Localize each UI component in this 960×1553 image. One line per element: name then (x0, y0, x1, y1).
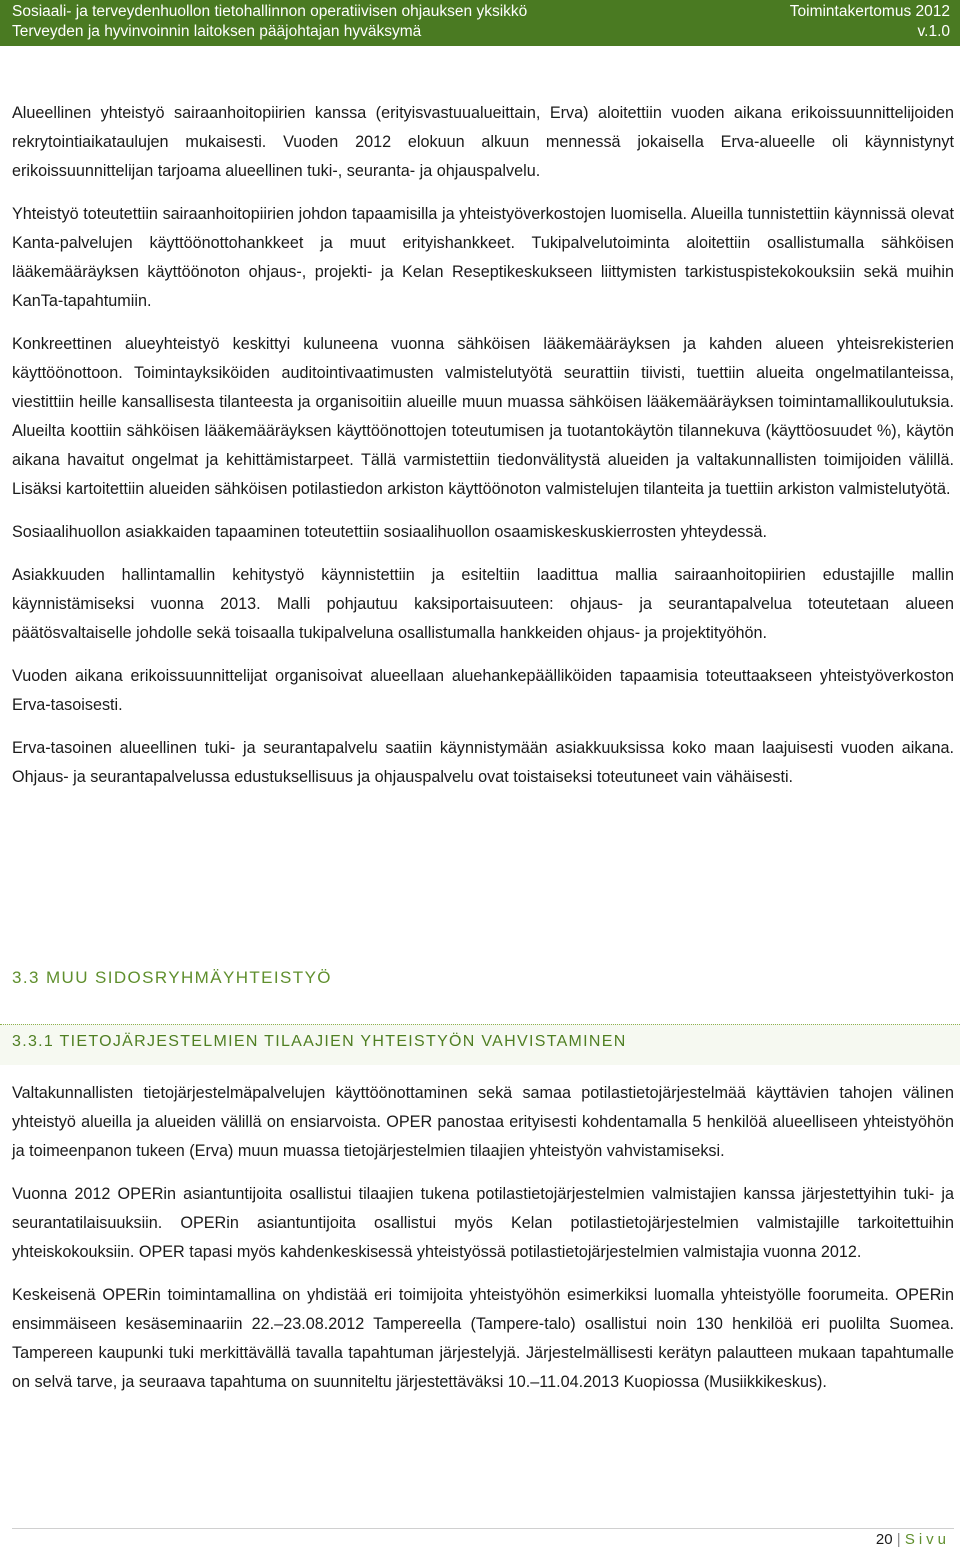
section-heading: 3.3 MUU SIDOSRYHMÄYHTEISTYÖ (12, 968, 332, 987)
paragraph: Asiakkuuden hallintamallin kehitystyö käynnistettiin ja esiteltiin laadittua mallia sairaanhoitopiirien edustajille mallin käynnistämiseksi vuonna 2013. Malli pohjautuu kaksiportaisuuteen: ohjaus- ja seurantapalvelua toteutetaan alueen päätösvaltaiselle johdolle sekä toisaalla tukipalveluna osallistumalla hankkeiden ohjaus- ja projektityöhön. (12, 566, 954, 642)
subsection-heading-bar (0, 1024, 960, 1065)
header-version: v.1.0 (917, 23, 950, 40)
paragraph: Alueellinen yhteistyö sairaanhoitopiirien kanssa (erityisvastuualueittain, Erva) aloitettiin vuoden aikana erikoissuunnittelijoiden rekrytointiaikataulujen mukaisesti. Vuoden 2012 elokuun alkuun mennessä jokaisella Erva-alueelle oli käynnistynyt erikoissuunnittelijan tarjoama alueellinen tuki-, seuranta- ja ohjauspalvelu. (12, 104, 954, 180)
page-label: Sivu (904, 1531, 950, 1548)
page-footer (876, 1531, 950, 1548)
footer-separator: | (896, 1531, 901, 1548)
header-approval: Terveyden ja hyvinvoinnin laitoksen pääjohtajan hyväksymä (12, 23, 422, 40)
paragraph: Keskeisenä OPERin toimintamallina on yhdistää eri toimijoita yhteistyöhön esimerkiksi luomalla yhteistyölle foorumeita. OPERin ensimmäiseen kesäseminaariin 22.–23.08.2012 Tampereella (Tampere-talo) osallistui noin 130 henkilöä eri puolilta Suomea. Tampereen kaupunki tuki merkittävällä tavalla tapahtuman järjestelyjä. Järjestelmällisesti kerätyn palautteen mukaan tapahtumalle on selvä tarve, ja seuraava tapahtuma on suunniteltu järjestettäväksi 10.–11.04.2013 Kuopiossa (Musiikkikeskus). (12, 1286, 954, 1391)
paragraph: Konkreettinen alueyhteistyö keskittyi kuluneena vuonna sähköisen lääkemääräyksen ja kahden alueen yhteisrekisterien käyttöönottoon. Toimintayksiköiden auditointivaatimusten valmistelutyötä seurattiin tiivisti, tuettiin alueita ongelmatilanteissa, viestittiin heille kansallisesta tilanteesta ja organisoitiin alueille muun muassa sähköisen lääkemääräyksen toimintamallikoulutuksia. Alueilta koottiin sähköisen lääkemääräyksen käyttöönottojen toteutumisen ja tuotantokäytön tilannekuva (käyttöosuudet %), käytön aikana havaitut ongelmat ja kehittämistarpeet. Tällä varmistettiin tiedonvälitystä alueiden ja valtakunnallisten toimijoiden välillä. Lisäksi kartoitettiin alueiden sähköisen potilastiedon arkiston käyttöönoton valmistelujen tilanteita ja tuettiin arkiston valmistelutyötä. (12, 335, 954, 498)
paragraph: Valtakunnallisten tietojärjestelmäpalvelujen käyttöönottaminen sekä samaa potilastietojärjestelmää käyttävien tahojen välinen yhteistyö alueilla ja alueiden välillä on ensiarvoista. OPER panostaa erityisesti kohdentamalla 5 henkilöä alueelliseen yhteistyöhön ja toimeenpanon tukeen (Erva) muun muassa tietojärjestelmien tilaajien yhteistyön vahvistamiseksi. (12, 1084, 954, 1160)
paragraph: Vuoden aikana erikoissuunnittelijat organisoivat alueellaan aluehankepäälliköiden tapaamisia toteuttaakseen yhteistyöverkoston Erva-tasoisesti. (12, 667, 954, 714)
footer-divider (12, 1528, 954, 1529)
page-number: 20 (875, 1531, 893, 1548)
paragraph: Yhteistyö toteutettiin sairaanhoitopiirien johdon tapaamisilla ja yhteistyöverkostojen luomisella. Alueilla tunnistettiin käynnissä olevat Kanta-palvelujen käyttöönottohankkeet ja muut erityishankkeet. Tukipalvelutoiminta aloitettiin osallistumalla sähköisen lääkemääräyksen käyttöönoton ohjaus-, projekti- ja Kelan Reseptikeskukseen liittymisten tarkistuspistekokouksiin sekä muihin KanTa-tapahtumiin. (12, 205, 954, 310)
header-document-title: Toimintakertomus 2012 (789, 3, 950, 20)
page-header (0, 0, 960, 46)
body-text-section-1 (12, 99, 954, 792)
body-text-section-2 (12, 1079, 954, 1397)
paragraph: Sosiaalihuollon asiakkaiden tapaaminen toteutettiin sosiaalihuollon osaamiskeskuskierrosten yhteydessä. (12, 523, 767, 541)
paragraph: Vuonna 2012 OPERin asiantuntijoita osallistui tilaajien tukena potilastietojärjestelmien valmistajien kanssa järjestettyihin tuki- ja seurantatilaisuuksiin. OPERin asiantuntijoita osallistui myös Kelan potilastietojärjestelmien valmistajille tarkoitettuihin yhteiskokouksiin. OPER tapasi myös kahdenkeskisessä yhteistyössä potilastietojärjestelmien valmistajia vuonna 2012. (12, 1185, 954, 1261)
subsection-heading: 3.3.1 TIETOJÄRJESTELMIEN TILAAJIEN YHTEISTYÖN VAHVISTAMINEN (12, 1033, 627, 1050)
header-organization: Sosiaali- ja terveydenhuollon tietohallinnon operatiivisen ohjauksen yksikkö (12, 3, 528, 20)
paragraph: Erva-tasoinen alueellinen tuki- ja seurantapalvelu saatiin käynnistymään asiakkuuksissa koko maan laajuisesti vuoden aikana. Ohjaus- ja seurantapalvelussa edustuksellisuus ja ohjauspalvelu ovat toistaiseksi toteutuneet vain vähäisesti. (12, 739, 954, 786)
